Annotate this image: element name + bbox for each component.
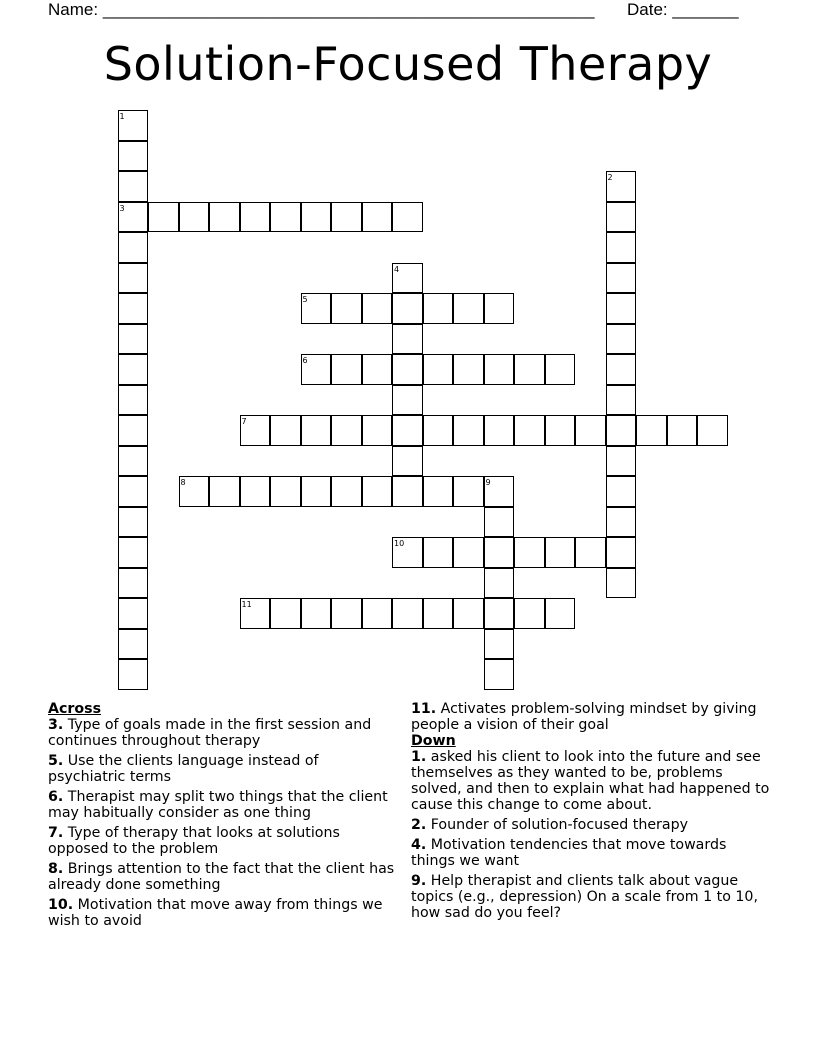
grid-cell[interactable]: [118, 110, 149, 141]
grid-cell[interactable]: [545, 598, 576, 629]
across-clues: [48, 701, 400, 933]
grid-cell[interactable]: [362, 598, 393, 629]
grid-cell[interactable]: [484, 629, 515, 660]
grid-cell[interactable]: [118, 415, 149, 446]
grid-cell[interactable]: [118, 171, 149, 202]
grid-cell[interactable]: [575, 537, 606, 568]
grid-cell[interactable]: [423, 476, 454, 507]
grid-cell[interactable]: [118, 293, 149, 324]
grid-cell[interactable]: [331, 476, 362, 507]
grid-cell[interactable]: [118, 354, 149, 385]
grid-cell[interactable]: [453, 293, 484, 324]
grid-cell[interactable]: [392, 537, 423, 568]
clue-number: 10: [394, 539, 405, 548]
grid-cell[interactable]: [362, 202, 393, 233]
grid-cell[interactable]: [240, 202, 271, 233]
grid-cell[interactable]: [484, 354, 515, 385]
grid-cell[interactable]: [392, 202, 423, 233]
grid-cell[interactable]: [118, 629, 149, 660]
grid-cell[interactable]: [484, 568, 515, 599]
clue-across-11: 11. Activates problem-solving mindset by giving people a vision of their goal: [411, 701, 757, 733]
grid-cell[interactable]: [331, 415, 362, 446]
clue-number: 6: [302, 356, 308, 365]
grid-cell[interactable]: [606, 232, 637, 263]
clue-down-1: 1. asked his client to look into the future and see themselves as they wanted to be, problems solved, and then to explain what had happened to cause this change to come about.: [411, 749, 770, 813]
grid-cell[interactable]: [270, 202, 301, 233]
grid-cell[interactable]: [118, 263, 149, 294]
grid-cell[interactable]: [392, 354, 423, 385]
grid-cell[interactable]: [392, 598, 423, 629]
grid-cell[interactable]: [118, 232, 149, 263]
grid-cell[interactable]: [118, 537, 149, 568]
grid-cell[interactable]: [118, 141, 149, 172]
clue-number: 2: [607, 173, 613, 182]
grid-cell[interactable]: [209, 202, 240, 233]
grid-cell[interactable]: [301, 354, 332, 385]
grid-cell[interactable]: [331, 354, 362, 385]
grid-cell[interactable]: [606, 537, 637, 568]
grid-cell[interactable]: [118, 568, 149, 599]
grid-cell[interactable]: [606, 263, 637, 294]
grid-cell[interactable]: [453, 598, 484, 629]
grid-cell[interactable]: [484, 293, 515, 324]
clue-number: 5: [302, 295, 308, 304]
grid-cell[interactable]: [118, 598, 149, 629]
grid-cell[interactable]: [270, 476, 301, 507]
grid-cell[interactable]: [484, 415, 515, 446]
clue-number: 4: [394, 264, 400, 274]
grid-cell[interactable]: [392, 263, 423, 294]
grid-cell[interactable]: [484, 507, 515, 538]
clue-across-7: 7. Type of therapy that looks at solutions opposed to the problem: [48, 825, 340, 857]
across-heading: Across: [48, 701, 102, 717]
clue-number: 9: [485, 478, 491, 487]
grid-cell[interactable]: [423, 598, 454, 629]
page-title: Solution-Focused Therapy: [103, 37, 713, 91]
grid-cell[interactable]: [606, 476, 637, 507]
clue-across-8: 8. Brings attention to the fact that the client has already done something: [48, 861, 395, 893]
grid-cell[interactable]: [453, 354, 484, 385]
grid-cell[interactable]: [301, 293, 332, 324]
grid-cell[interactable]: [606, 415, 637, 446]
down-heading: Down: [411, 733, 456, 749]
grid-cell[interactable]: [240, 598, 271, 629]
clue-number: 1: [119, 112, 125, 121]
grid-cell[interactable]: [392, 385, 423, 416]
grid-cell[interactable]: [301, 598, 332, 629]
grid-cell[interactable]: [362, 476, 393, 507]
grid-cell[interactable]: [484, 598, 515, 629]
grid-cell[interactable]: [179, 476, 210, 507]
grid-cell[interactable]: [545, 537, 576, 568]
grid-cell[interactable]: [331, 293, 362, 324]
grid-cell[interactable]: [606, 171, 637, 202]
date-line: _______: [672, 0, 739, 19]
clue-number: 8: [180, 478, 186, 487]
grid-cell[interactable]: [453, 415, 484, 446]
grid-cell[interactable]: [606, 354, 637, 385]
grid-cell[interactable]: [118, 659, 149, 690]
grid-cell[interactable]: [392, 293, 423, 324]
grid-cell[interactable]: [606, 507, 637, 538]
grid-cell[interactable]: [606, 385, 637, 416]
grid-cell[interactable]: [697, 415, 728, 446]
grid-cell[interactable]: [118, 507, 149, 538]
grid-cell[interactable]: [362, 415, 393, 446]
clue-across-5: 5. Use the clients language instead of psychiatric terms: [48, 753, 319, 785]
clue-down-2: 2. Founder of solution-focused therapy: [411, 817, 688, 833]
grid-cell[interactable]: [362, 354, 393, 385]
grid-cell[interactable]: [423, 415, 454, 446]
grid-cell[interactable]: [423, 537, 454, 568]
clue-across-6: 6. Therapist may split two things that the client may habitually consider as one thing: [48, 789, 388, 821]
grid-cell[interactable]: [118, 324, 149, 355]
grid-cell[interactable]: [270, 415, 301, 446]
grid-cell[interactable]: [301, 415, 332, 446]
grid-cell[interactable]: [514, 537, 545, 568]
grid-cell[interactable]: [331, 598, 362, 629]
grid-cell[interactable]: [606, 568, 637, 599]
grid-cell[interactable]: [270, 598, 301, 629]
grid-cell[interactable]: [636, 415, 667, 446]
grid-cell[interactable]: [484, 659, 515, 690]
grid-cell[interactable]: [331, 202, 362, 233]
grid-cell[interactable]: [301, 476, 332, 507]
grid-cell[interactable]: [423, 293, 454, 324]
grid-cell[interactable]: [514, 354, 545, 385]
grid-cell[interactable]: [240, 476, 271, 507]
name-label: Name:: [48, 0, 99, 19]
date-label: Date:: [627, 0, 668, 19]
grid-cell[interactable]: [392, 476, 423, 507]
grid-cell[interactable]: [392, 415, 423, 446]
grid-cell[interactable]: [392, 324, 423, 355]
grid-cell[interactable]: [484, 537, 515, 568]
clue-down-9: 9. Help therapist and clients talk about vague topics (e.g., depression) On a scale from 1 to 10, how sad do you feel?: [411, 873, 758, 921]
grid-cell[interactable]: [545, 354, 576, 385]
clue-number: 7: [241, 417, 247, 426]
grid-cell[interactable]: [606, 202, 637, 233]
grid-cell[interactable]: [606, 446, 637, 477]
clue-across-3: 3. Type of goals made in the first session and continues throughout therapy: [48, 717, 372, 749]
grid-cell[interactable]: [514, 415, 545, 446]
grid-cell[interactable]: [606, 293, 637, 324]
grid-cell[interactable]: [148, 202, 179, 233]
clue-across-10: 10. Motivation that move away from things we wish to avoid: [48, 897, 383, 929]
grid-cell[interactable]: [667, 415, 698, 446]
grid-cell[interactable]: [209, 476, 240, 507]
grid-cell[interactable]: [545, 415, 576, 446]
name-line: ____________________________________________________: [102, 0, 595, 19]
grid-cell[interactable]: [118, 446, 149, 477]
grid-cell[interactable]: [453, 537, 484, 568]
clue-number: 11: [241, 600, 252, 609]
across-list-1: [48, 717, 400, 929]
grid-cell[interactable]: [118, 476, 149, 507]
grid-cell[interactable]: [240, 415, 271, 446]
clue-number: 3: [119, 203, 125, 213]
down-clues: [411, 701, 771, 925]
grid-cell[interactable]: [423, 354, 454, 385]
grid-cell[interactable]: [453, 476, 484, 507]
grid-cell[interactable]: [484, 476, 515, 507]
grid-cell[interactable]: [575, 415, 606, 446]
grid-cell[interactable]: [392, 446, 423, 477]
grid-cell[interactable]: [606, 324, 637, 355]
grid-cell[interactable]: [514, 598, 545, 629]
grid-cell[interactable]: [118, 202, 149, 233]
grid-cell[interactable]: [179, 202, 210, 233]
grid-cell[interactable]: [118, 385, 149, 416]
grid-cell[interactable]: [301, 202, 332, 233]
clue-down-4: 4. Motivation tendencies that move towards things we want: [411, 837, 727, 869]
grid-cell[interactable]: [362, 293, 393, 324]
